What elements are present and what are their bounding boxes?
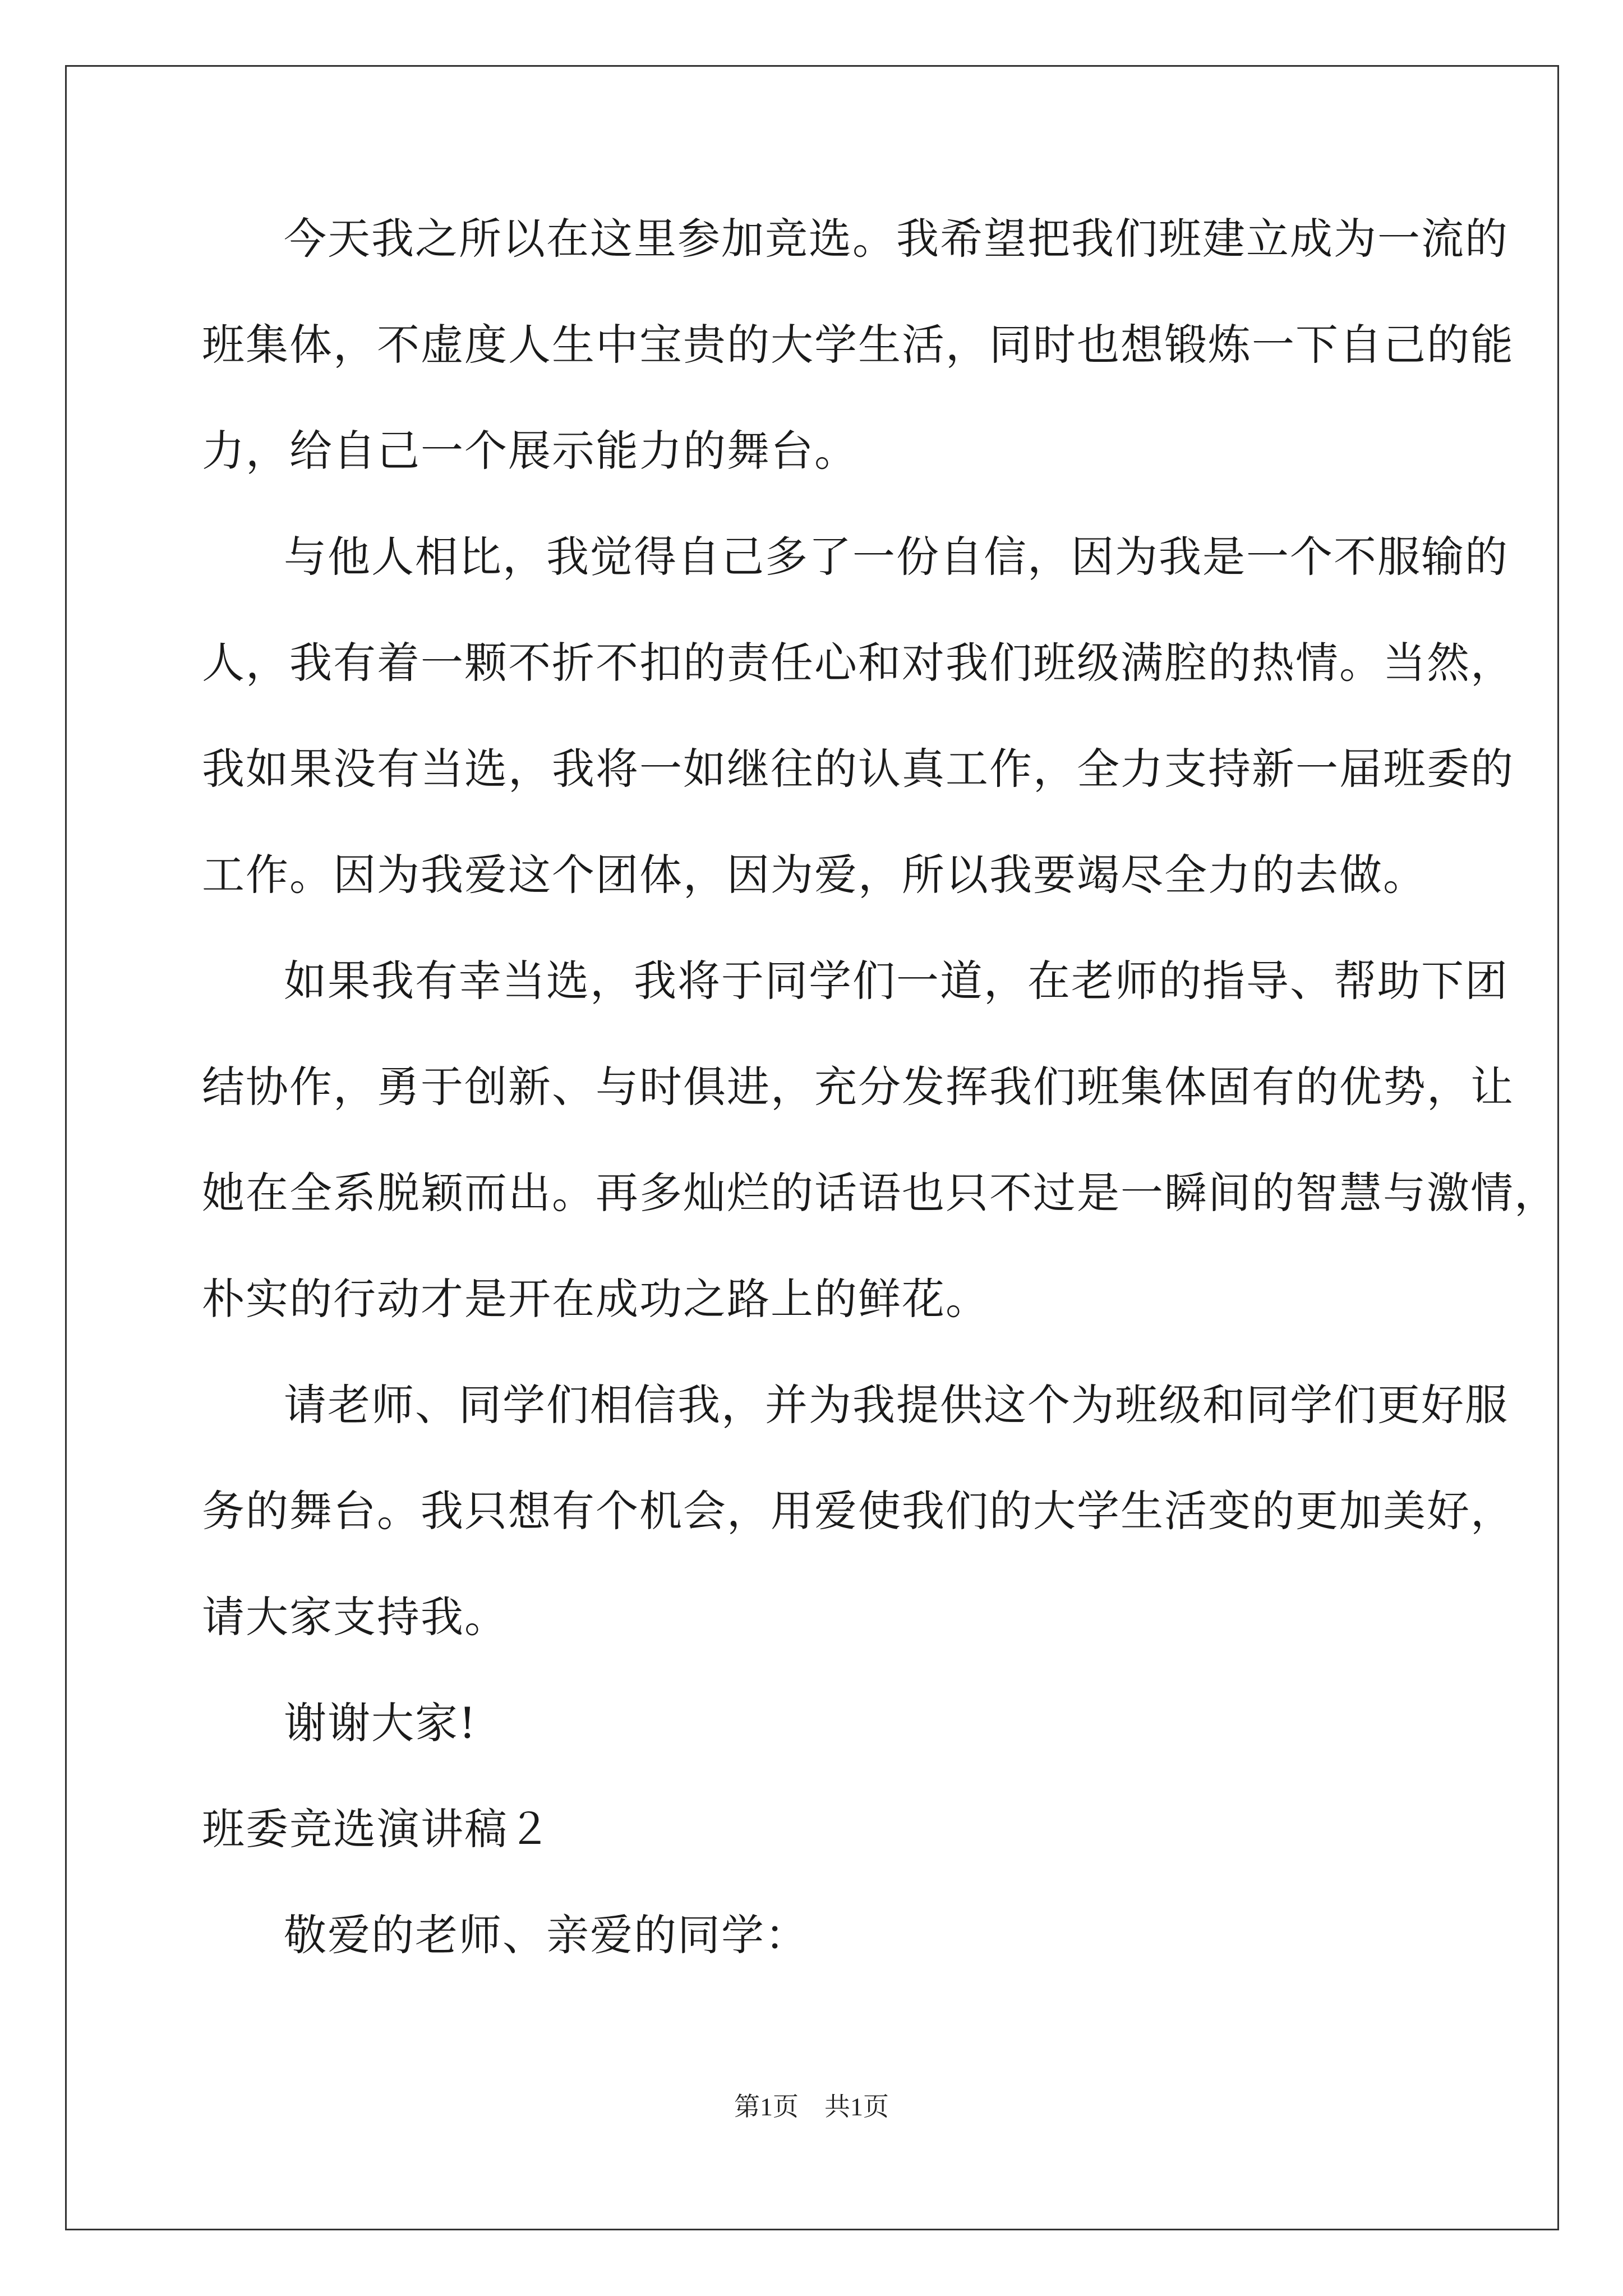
paragraph-4-line-1: 请老师、同学们相信我，并为我提供这个为班级和同学们更好服	[284, 1380, 1509, 1430]
closing-thanks: 谢谢大家!	[284, 1698, 477, 1748]
paragraph-4-line-2: 务的舞台。我只想有个机会，用爱使我们的大学生活变的更加美好，	[202, 1486, 1514, 1536]
paragraph-2-line-2: 人，我有着一颗不折不扣的责任心和对我们班级满腔的热情。当然，	[202, 638, 1514, 688]
paragraph-3-line-3: 她在全系脱颖而出。再多灿烂的话语也只不过是一瞬间的智慧与激情，	[202, 1168, 1558, 1218]
paragraph-1-line-2: 班集体，不虚度人生中宝贵的大学生活，同时也想锻炼一下自己的能	[202, 320, 1514, 370]
paragraph-2-line-1: 与他人相比，我觉得自己多了一份自信，因为我是一个不服输的	[284, 532, 1509, 582]
paragraph-4-line-3: 请大家支持我。	[202, 1592, 508, 1642]
page-number: 第1页 共1页	[734, 2092, 889, 2121]
salutation: 敬爱的老师、亲爱的同学：	[284, 1910, 809, 1960]
paragraph-3-line-2: 结协作，勇于创新、与时俱进，充分发挥我们班集体固有的优势，让	[202, 1062, 1514, 1112]
paragraph-1-line-1: 今天我之所以在这里参加竞选。我希望把我们班建立成为一流的	[284, 214, 1509, 264]
paragraph-2-line-4: 工作。因为我爱这个团体，因为爱，所以我要竭尽全力的去做。	[202, 850, 1427, 900]
paragraph-3-line-1: 如果我有幸当选，我将于同学们一道，在老师的指导、帮助下团	[284, 956, 1509, 1006]
paragraph-1-line-3: 力，给自己一个展示能力的舞台。	[202, 426, 858, 476]
section-heading: 班委竞选演讲稿２	[202, 1804, 552, 1854]
paragraph-2-line-3: 我如果没有当选，我将一如继往的认真工作，全力支持新一届班委的	[202, 744, 1514, 794]
page-border	[65, 65, 1559, 2230]
paragraph-3-line-4: 朴实的行动才是开在成功之路上的鲜花。	[202, 1274, 989, 1324]
